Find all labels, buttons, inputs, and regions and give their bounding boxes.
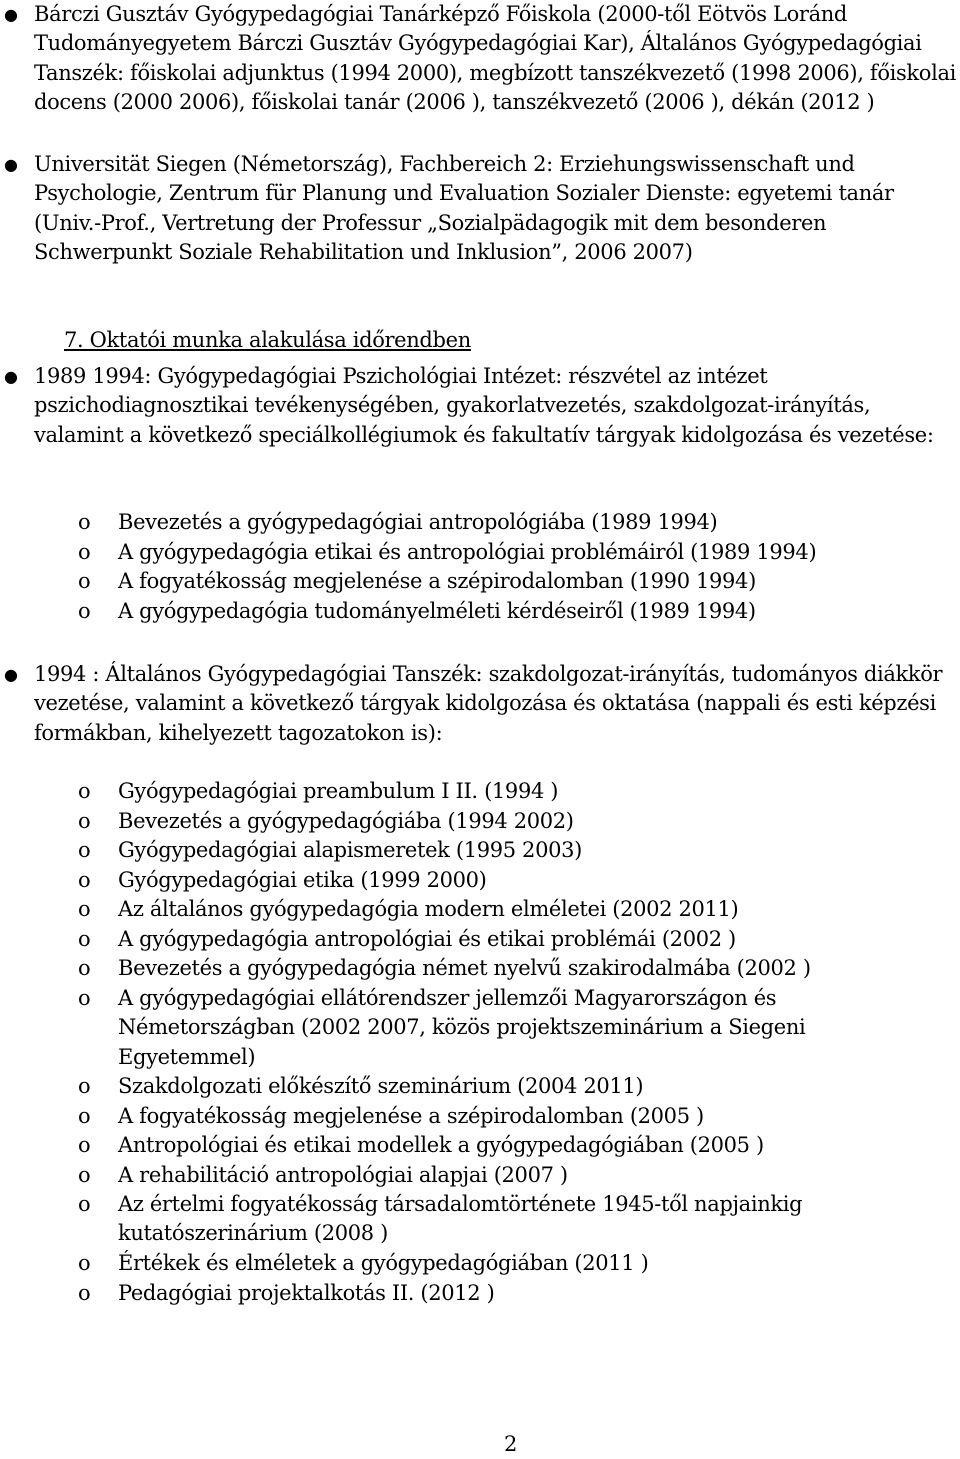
sub-bullet-icon: o	[78, 540, 91, 564]
page-number: 2	[504, 1432, 518, 1456]
list-item-text: 1994 : Általános Gyógypedagógiai Tanszék: szakdolgozat-irányítás, tudományos diákkör vezetése, valamint a következő tárgyak kidolgozása és oktatása (nappali és esti képzési formákban, kihelyezett tagozatokon is):	[34, 662, 943, 745]
sub-bullet-icon: o	[78, 1104, 91, 1128]
sub-bullet-icon: o	[78, 1192, 91, 1216]
sub-bullet-icon: o	[78, 1251, 91, 1275]
sub-bullet-icon: o	[78, 1163, 91, 1187]
bullet-icon: ●	[4, 367, 18, 386]
list-item-text: 1989 1994: Gyógypedagógiai Pszichológiai Intézet: részvétel az intézet pszichodiagnosztikai tevékenységében, gyakorlatvezetés, szakdolgozat-irányítás, valamint a következő speciálkollégiumok és fakultatív tárgyak kidolgozása és vezetése:	[34, 364, 934, 447]
sub-bullet-icon: o	[78, 956, 91, 980]
sub-bullet-icon: o	[78, 868, 91, 892]
bullet-icon: ●	[4, 665, 18, 684]
sub-bullet-icon: o	[78, 569, 91, 593]
sub-bullet-icon: o	[78, 599, 91, 623]
sub-bullet-icon: o	[78, 510, 91, 534]
section-heading: 7. Oktatói munka alakulása időrendben	[64, 328, 471, 352]
sub-bullet-icon: o	[78, 927, 91, 951]
sub-bullet-icon: o	[78, 1281, 91, 1305]
sub-bullet-icon: o	[78, 897, 91, 921]
sub-bullet-icon: o	[78, 838, 91, 862]
sub-bullet-icon: o	[78, 809, 91, 833]
sub-bullet-icon: o	[78, 1074, 91, 1098]
list-item-text: Bárczi Gusztáv Gyógypedagógiai Tanárképző Főiskola (2000-től Eötvös Loránd Tudományegyetem Bárczi Gusztáv Gyógypedagógiai Kar), Általános Gyógypedagógiai Tanszék: főiskolai adjunktus (1994 2000), megbízott tanszékvezető (1998 2006), főiskolai docens (2000 2006), főiskolai tanár (2006 ), tanszékvezető (2006 ), dékán (2012 )	[34, 2, 956, 114]
sub-bullet-icon: o	[78, 1133, 91, 1157]
bullet-icon: ●	[4, 5, 18, 24]
list-item-text: Universität Siegen (Németország), Fachbereich 2: Erziehungswissenschaft und Psychologie, Zentrum für Planung und Evaluation Sozialer Dienste: egyetemi tanár (Univ.-Prof., Vertretung der Professur „Sozialpädagogik mit dem besonderen Schwerpunkt Soziale Rehabilitation und Inklusion”, 2006 2007)	[34, 152, 894, 264]
sub-bullet-icon: o	[78, 779, 91, 803]
bullet-icon: ●	[4, 155, 18, 174]
sub-bullet-icon: o	[78, 986, 91, 1010]
